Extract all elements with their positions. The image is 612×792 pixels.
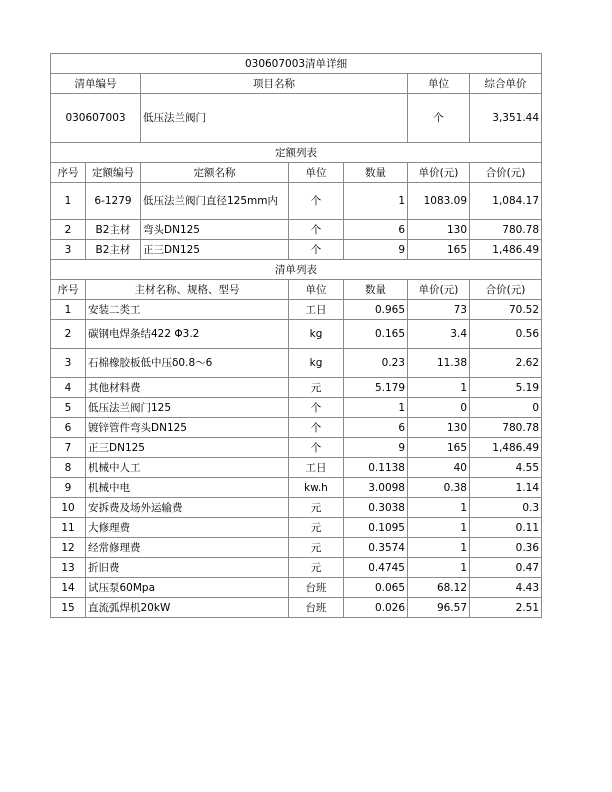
material-unit: kg [289, 320, 344, 349]
material-row [51, 518, 542, 538]
material-name: 经常修理费 [86, 538, 289, 558]
material-qty: 0.1095 [344, 518, 408, 538]
quota-header-price: 单价(元) [408, 163, 470, 183]
material-price: 165 [408, 438, 470, 458]
quota-name: 弯头DN125 [141, 220, 289, 240]
material-no: 11 [51, 518, 86, 538]
material-total: 0 [470, 398, 542, 418]
materials-header-total: 合价(元) [470, 280, 542, 300]
material-unit: 元 [289, 378, 344, 398]
quota-no: 3 [51, 240, 86, 260]
material-qty: 9 [344, 438, 408, 458]
item-unit: 个 [408, 94, 470, 143]
header-code: 清单编号 [51, 74, 141, 94]
material-price: 73 [408, 300, 470, 320]
material-qty: 0.965 [344, 300, 408, 320]
material-qty: 0.165 [344, 320, 408, 349]
material-total: 0.47 [470, 558, 542, 578]
quota-total: 1,486.49 [470, 240, 542, 260]
material-price: 96.57 [408, 598, 470, 618]
quota-price: 165 [408, 240, 470, 260]
material-unit: kw.h [289, 478, 344, 498]
materials-header-name: 主材名称、规格、型号 [86, 280, 289, 300]
material-unit: 工日 [289, 458, 344, 478]
material-price: 0 [408, 398, 470, 418]
material-name: 镀锌管件弯头DN125 [86, 418, 289, 438]
material-name: 机械中人工 [86, 458, 289, 478]
material-qty: 0.4745 [344, 558, 408, 578]
header-unit: 单位 [408, 74, 470, 94]
material-name: 低压法兰阀门125 [86, 398, 289, 418]
quota-unit: 个 [289, 220, 344, 240]
material-no: 15 [51, 598, 86, 618]
material-no: 10 [51, 498, 86, 518]
material-name: 试压泵60Mpa [86, 578, 289, 598]
quota-row [51, 183, 542, 220]
material-row [51, 478, 542, 498]
material-price: 11.38 [408, 349, 470, 378]
material-row [51, 538, 542, 558]
quota-row [51, 220, 542, 240]
material-row [51, 349, 542, 378]
material-name: 正三DN125 [86, 438, 289, 458]
quota-total: 1,084.17 [470, 183, 542, 220]
material-name: 安拆费及场外运输费 [86, 498, 289, 518]
quota-unit: 个 [289, 183, 344, 220]
material-row [51, 558, 542, 578]
material-total: 0.11 [470, 518, 542, 538]
material-no: 13 [51, 558, 86, 578]
quota-code: B2主材 [86, 240, 141, 260]
materials-header-price: 单价(元) [408, 280, 470, 300]
material-qty: 3.0098 [344, 478, 408, 498]
material-row [51, 578, 542, 598]
material-unit: 工日 [289, 300, 344, 320]
material-unit: 台班 [289, 598, 344, 618]
material-price: 40 [408, 458, 470, 478]
material-total: 1,486.49 [470, 438, 542, 458]
material-qty: 6 [344, 418, 408, 438]
material-no: 1 [51, 300, 86, 320]
quota-no: 1 [51, 183, 86, 220]
material-no: 9 [51, 478, 86, 498]
materials-header-qty: 数量 [344, 280, 408, 300]
materials-header-no: 序号 [51, 280, 86, 300]
material-qty: 0.23 [344, 349, 408, 378]
material-row [51, 458, 542, 478]
material-total: 4.43 [470, 578, 542, 598]
material-price: 0.38 [408, 478, 470, 498]
material-price: 1 [408, 378, 470, 398]
material-no: 14 [51, 578, 86, 598]
material-price: 1 [408, 538, 470, 558]
material-price: 3.4 [408, 320, 470, 349]
header-price: 综合单价 [470, 74, 542, 94]
quota-section-title: 定额列表 [51, 143, 542, 163]
materials-section-title: 清单列表 [51, 260, 542, 280]
quota-price: 130 [408, 220, 470, 240]
quota-header-code: 定额编号 [86, 163, 141, 183]
material-price: 1 [408, 498, 470, 518]
material-row [51, 598, 542, 618]
material-qty: 1 [344, 398, 408, 418]
quota-code: 6-1279 [86, 183, 141, 220]
material-unit: 元 [289, 518, 344, 538]
material-total: 780.78 [470, 418, 542, 438]
quota-price: 1083.09 [408, 183, 470, 220]
material-row [51, 378, 542, 398]
material-name: 碳钢电焊条结422 Φ3.2 [86, 320, 289, 349]
quota-unit: 个 [289, 240, 344, 260]
quota-header-no: 序号 [51, 163, 86, 183]
item-price: 3,351.44 [470, 94, 542, 143]
material-qty: 0.1138 [344, 458, 408, 478]
material-total: 0.36 [470, 538, 542, 558]
quota-qty: 1 [344, 183, 408, 220]
materials-header-unit: 单位 [289, 280, 344, 300]
material-no: 2 [51, 320, 86, 349]
material-total: 2.51 [470, 598, 542, 618]
material-no: 8 [51, 458, 86, 478]
quota-qty: 9 [344, 240, 408, 260]
material-qty: 0.026 [344, 598, 408, 618]
material-unit: 台班 [289, 578, 344, 598]
material-unit: 元 [289, 498, 344, 518]
material-total: 1.14 [470, 478, 542, 498]
item-code: 030607003 [51, 94, 141, 143]
material-total: 2.62 [470, 349, 542, 378]
material-price: 1 [408, 558, 470, 578]
bill-detail-table [50, 53, 542, 618]
material-no: 6 [51, 418, 86, 438]
quota-header-qty: 数量 [344, 163, 408, 183]
material-unit: 元 [289, 558, 344, 578]
material-unit: 个 [289, 418, 344, 438]
material-row [51, 498, 542, 518]
quota-header-name: 定额名称 [141, 163, 289, 183]
material-qty: 0.3574 [344, 538, 408, 558]
material-total: 70.52 [470, 300, 542, 320]
material-total: 0.3 [470, 498, 542, 518]
material-name: 折旧费 [86, 558, 289, 578]
material-no: 5 [51, 398, 86, 418]
item-name: 低压法兰阀门 [141, 94, 408, 143]
material-row [51, 438, 542, 458]
material-name: 大修理费 [86, 518, 289, 538]
material-price: 130 [408, 418, 470, 438]
material-total: 4.55 [470, 458, 542, 478]
material-qty: 5.179 [344, 378, 408, 398]
material-no: 4 [51, 378, 86, 398]
material-name: 机械中电 [86, 478, 289, 498]
quota-name: 正三DN125 [141, 240, 289, 260]
material-no: 7 [51, 438, 86, 458]
material-price: 68.12 [408, 578, 470, 598]
material-name: 其他材料费 [86, 378, 289, 398]
quota-no: 2 [51, 220, 86, 240]
material-unit: 元 [289, 538, 344, 558]
material-qty: 0.065 [344, 578, 408, 598]
quota-header-unit: 单位 [289, 163, 344, 183]
material-row [51, 300, 542, 320]
material-total: 5.19 [470, 378, 542, 398]
material-unit: kg [289, 349, 344, 378]
quota-total: 780.78 [470, 220, 542, 240]
material-row [51, 398, 542, 418]
quota-row [51, 240, 542, 260]
quota-qty: 6 [344, 220, 408, 240]
material-no: 3 [51, 349, 86, 378]
quota-name: 低压法兰阀门直径125mm内 [141, 183, 289, 220]
table-title: 030607003清单详细 [51, 54, 542, 74]
material-name: 直流弧焊机20kW [86, 598, 289, 618]
quota-code: B2主材 [86, 220, 141, 240]
material-unit: 个 [289, 398, 344, 418]
quota-header-total: 合价(元) [470, 163, 542, 183]
material-qty: 0.3038 [344, 498, 408, 518]
material-name: 石棉橡胶板低中压δ0.8～6 [86, 349, 289, 378]
material-total: 0.56 [470, 320, 542, 349]
header-name: 项目名称 [141, 74, 408, 94]
material-price: 1 [408, 518, 470, 538]
material-row [51, 418, 542, 438]
material-row [51, 320, 542, 349]
material-no: 12 [51, 538, 86, 558]
material-name: 安装二类工 [86, 300, 289, 320]
material-unit: 个 [289, 438, 344, 458]
